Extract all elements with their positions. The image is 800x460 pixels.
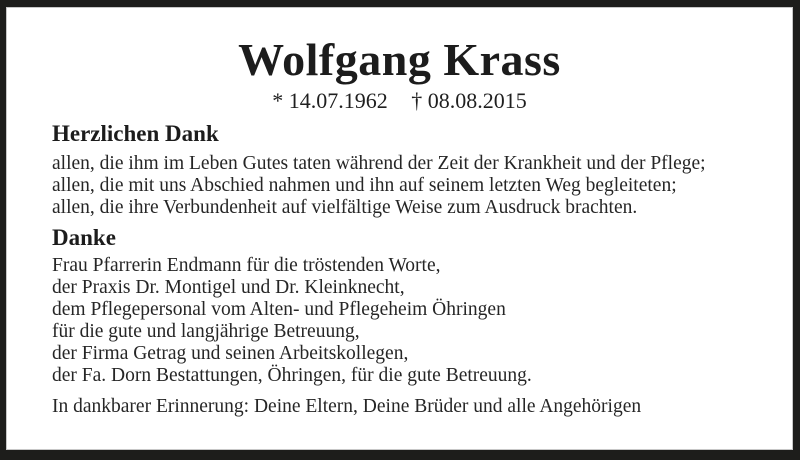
section-heading-herzlichen-dank: Herzlichen Dank	[52, 121, 219, 146]
notice-body	[52, 122, 779, 418]
thanks-line: allen, die ihm im Leben Gutes taten während der Zeit der Krankheit und der Pflege;	[52, 153, 706, 174]
danke-line: für die gute und langjährige Betreuung,	[52, 321, 360, 342]
section-heading-danke: Danke	[52, 225, 116, 250]
danke-line: der Fa. Dorn Bestattungen, Öhringen, für die gute Betreuung.	[52, 365, 532, 386]
danke-line: dem Pflegepersonal vom Alten- und Pflegeheim Öhringen	[52, 299, 506, 320]
birth-date: * 14.07.1962	[272, 88, 388, 113]
death-date: † 08.08.2015	[411, 88, 527, 113]
closing-remembrance-line: In dankbarer Erinnerung: Deine Eltern, Deine Brüder und alle Angehörigen	[52, 396, 642, 417]
life-dates	[6, 90, 793, 112]
deceased-name: Wolfgang Krass	[238, 34, 561, 85]
danke-line: der Firma Getrag und seinen Arbeitskollegen,	[52, 343, 409, 364]
thanks-line: allen, die ihre Verbundenheit auf vielfältige Weise zum Ausdruck brachten.	[52, 197, 638, 218]
danke-line: Frau Pfarrerin Endmann für die tröstenden Worte,	[52, 255, 441, 276]
thanks-paragraph	[52, 153, 779, 219]
danke-line: der Praxis Dr. Montigel und Dr. Kleinknecht,	[52, 277, 405, 298]
thanks-line: allen, die mit uns Abschied nahmen und ihn auf seinem letzten Weg begleiteten;	[52, 175, 677, 196]
obituary-card	[6, 7, 793, 450]
danke-paragraph	[52, 255, 779, 387]
